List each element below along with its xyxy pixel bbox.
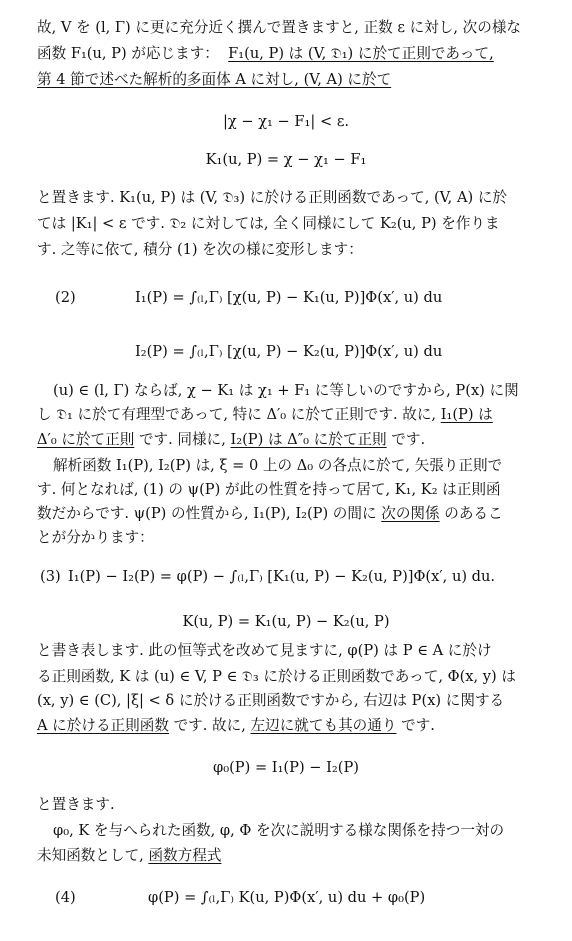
- equation-k: K(u, P) = K₁(u, P) − K₂(u, P): [182, 613, 390, 630]
- underlined-text: F₁(u, P) は (V, 𝔇₁) に於て正則であって,: [228, 45, 494, 62]
- text-line: ては |K₁| < ε です. 𝔇₂ に対しては, 全く同様にして K₂(u, P) を作りま: [37, 215, 500, 232]
- text-line: [37, 504, 537, 524]
- text-line: [37, 846, 537, 866]
- underlined-text: I₁(P) は: [440, 406, 493, 423]
- equation-functional: φ(P) = ∫₍ₗ,Γ₎ K(u, P)Φ(x′, u) du + φ₀(P): [148, 889, 426, 906]
- text-span: し 𝔇₁ に於て有理型であって, 特に Δ′₀ に於て正則です. 故に,: [37, 406, 441, 423]
- text-span: です.: [396, 717, 435, 734]
- text-line: と書き表します. 此の恒等式を改めて見ますに, φ(P) は P ∈ A に於け: [37, 642, 492, 659]
- text-span: 函数 F₁(u, P) が応じます：: [37, 45, 219, 62]
- text-line: [37, 430, 537, 450]
- text-line: 故, V を (l, Γ) に更に充分近く撰んで置きますと, 正数 ε に対し, 次の様な: [37, 19, 522, 36]
- underlined-text: I₂(P) は Δ″₀ に於て正則: [230, 431, 387, 448]
- underlined-text: 函数方程式: [148, 847, 222, 864]
- equation-inequality: |χ − χ₁ − F₁| < ε.: [222, 113, 350, 130]
- equation-i1: I₁(P) = ∫₍ₗ,Γ₎ [χ(u, P) − K₁(u, P)]Φ(x′, u) du: [135, 289, 443, 306]
- equation-number: (3): [40, 568, 61, 585]
- text-line: [37, 44, 537, 64]
- text-line: 解析函数 I₁(P), I₂(P) は, ξ = 0 上の Δ₀ の各点に於て, 矢張り正則で: [53, 457, 503, 474]
- text-line: と置きます. K₁(u, P) は (V, 𝔇₃) に於ける正則函数であって, (V, A) に於: [37, 189, 508, 206]
- text-line: (u) ∈ (l, Γ) ならば, χ − K₁ は χ₁ + F₁ に等しいのですから, P(x) に関: [53, 382, 519, 399]
- text-line: (x, y) ∈ (C), |ξ| < δ に於ける正則函数ですから, 右辺は P(x) に関する: [37, 692, 505, 709]
- underlined-text: 左辺に就ても其の通り: [250, 717, 397, 734]
- underlined-text: 次の関係: [381, 505, 440, 522]
- text-line: φ₀, K を与へられた函数, φ, Φ を次に説明する様な関係を持つ一対の: [53, 822, 505, 839]
- underlined-text: 第 4 節で述べた解析的多面体 A に対し, (V, A) に於て: [37, 71, 392, 88]
- equation-k1: K₁(u, P) = χ − χ₁ − F₁: [205, 151, 367, 168]
- text-span: です. 故に,: [168, 717, 251, 734]
- text-line: と置きます.: [37, 796, 115, 813]
- text-line: す. 之等に依て, 積分 (1) を次の様に変形します：: [37, 241, 363, 258]
- underlined-text: A に於ける正則函数: [37, 717, 169, 734]
- underlined-text: Δ′₀ に於て正則: [37, 431, 135, 448]
- text-line: [37, 716, 537, 736]
- text-line: す. 何となれば, (1) の ψ(P) が此の性質を持って居て, K₁, K₂ は正則函: [37, 481, 501, 498]
- text-line: とが分かります：: [37, 529, 154, 546]
- text-line: [37, 405, 537, 425]
- text-line: [37, 70, 537, 90]
- equation-number: (4): [55, 889, 76, 906]
- equation-identity: I₁(P) − I₂(P) = φ(P) − ∫₍ₗ,Γ₎ [K₁(u, P) − K₂(u, P)]Φ(x′, u) du.: [68, 568, 496, 585]
- equation-i2: I₂(P) = ∫₍ₗ,Γ₎ [χ(u, P) − K₂(u, P)]Φ(x′, u) du: [135, 343, 443, 360]
- equation-number: (2): [55, 289, 76, 306]
- text-span: です. 同様に,: [134, 431, 231, 448]
- text-span: です.: [386, 431, 426, 448]
- text-span: 未知函数として,: [37, 847, 149, 864]
- text-span: のあるこ: [439, 505, 503, 522]
- text-line: る正則函数, K は (u) ∈ V, P ∈ 𝔇₃ に於ける正則函数であって, Φ(x, y) は: [37, 668, 516, 685]
- equation-phi0: φ₀(P) = I₁(P) − I₂(P): [213, 759, 359, 776]
- text-span: 数だからです. ψ(P) の性質から, I₁(P), I₂(P) の間に: [37, 505, 382, 522]
